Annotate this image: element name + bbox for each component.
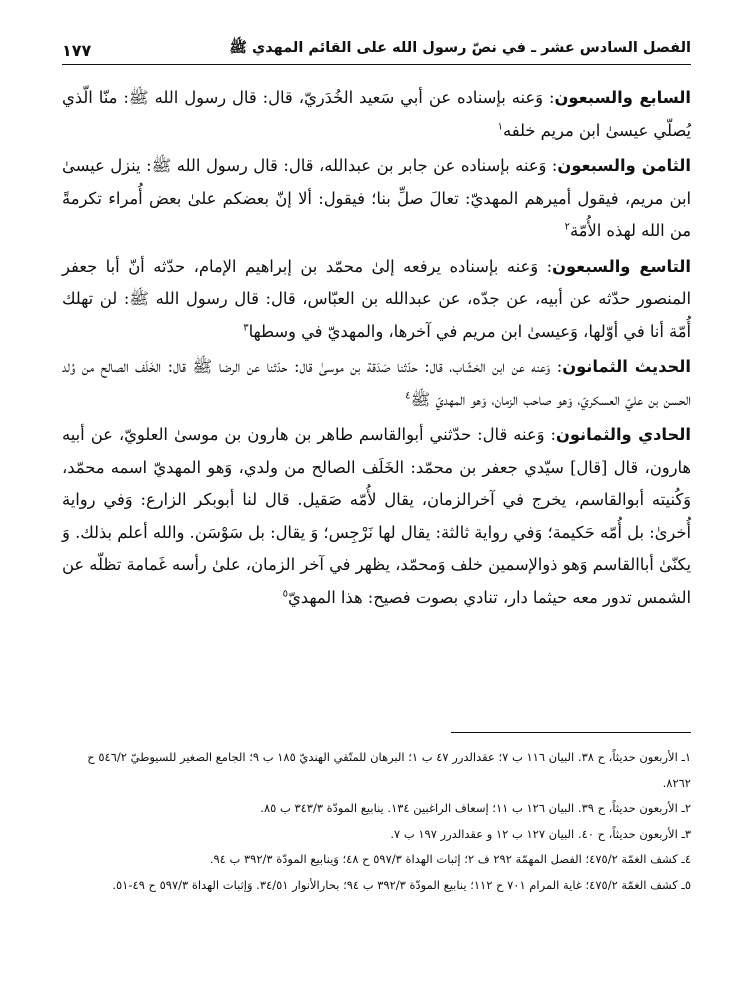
page-number: ١٧٧ <box>62 41 92 60</box>
hadith-text: : وَعنه بإسناده يرفعه إلىٰ محمّد بن إبراهيم الإمام، حدّثه أنّ أبا جعفر المنصور حدّثه عن أبيه، عن جدّه، عن عبدالله بن العبّاس، قال: قال رسول الله ﷺ: لن تهلك أُمّة أنا في أوّلها، وَعيسىٰ ابن مريم في آخرها، والمهديّ في وسطها <box>62 256 691 341</box>
hadith-text: : وَعنه عن ابن الخشّاب، قال: حدّثنا صَدَقة بن موسىٰ قال: حدّثنا عن الرضا ﷺ قال: الخَلَف الصالح من وُلد الحسن بن عليّ العسكريّ، وَهو صاحب الزمان، وَهو المهديّ ﷺ <box>62 357 691 409</box>
footnote-3: ٣ـ الأربعون حديثاً، ح ٤٠. البيان ١٢٧ ب ١٢ و عقدالدرر ١٩٧ ب ٧. <box>390 826 691 841</box>
footnote-ref[interactable]: ٤ <box>405 390 411 402</box>
running-header <box>62 28 691 65</box>
hadith-79 <box>62 251 691 349</box>
hadith-text: : وَعنه قال: حدّثني أبوالقاسم طاهر بن هارون بن موسىٰ العلويّ، عن أبيه هارون، قال [قال] سيّدي جعفر بن محمّد: الخَلَف الصالح من ولدي، وَهو المهديّ اسمه محمّد، وَكُنيته أبوالقاسم، يخرج في آخرالزمان، يقال لأُمّه صَقيل. قال لنا أبوبكر الزارع: وَفي رواية أُخرىٰ: بل أُمّه حَكيمة؛ وَفي رواية ثالثة: يقال لها نَرْجِس؛ وَ يقال: بل سَوْسَن. والله أعلم بذلك. وَ يكنّىٰ أباالقاسم وَهو ذوالإسمين خلف وَمحمّد، يظهر في آخر الزمان، علىٰ رأسه غَمامة تظلّه عن الشمس تدور معه حيثما دار، تنادي بصوت فصيح: هذا المهديّ <box>62 425 691 607</box>
hadith-text: : وَعنه بإسناده عن أبي سَعيد الخُدَريّ، قال: قال رسول الله ﷺ: منّا الّذي يُصلّي عيسىٰ ابن مريم خلفه <box>62 88 691 140</box>
footnotes <box>62 745 691 898</box>
footnote-1: ١ـ الأربعون حديثاً، ح ٣٨. البيان ١١٦ ب ٧؛ عقدالدرر ٤٧ ب ١؛ البرهان للمتّقي الهنديّ ١٨٥ ب ٩؛ الجامع الصغير للسيوطيّ ٥٤٦/٢ ح ٨٢٦٢. <box>87 750 691 790</box>
hadith-78 <box>62 150 691 248</box>
footnote-ref[interactable]: ٥ <box>282 588 289 600</box>
hadith-80 <box>62 351 691 416</box>
hadith-heading: الحديث الثمانون <box>562 357 691 376</box>
hadith-heading: السابع والسبعون <box>554 88 691 107</box>
footnote-divider <box>451 732 691 733</box>
hadith-heading: الثامن والسبعون <box>557 156 691 175</box>
footnote-4: ٤ـ كشف الغمّة ٤٧٥/٢؛ الفصل المهمّة ٢٩٢ ف ٢؛ إثبات الهداة ٥٩٧/٣ ح ٤٨؛ وَينابيع المودّة ٣٩٢/٣ ب ٩٤. <box>209 852 691 866</box>
hadith-text: : وَعنه بإسناده عن جابر بن عبدالله، قال: قال رسول الله ﷺ: ينزل عيسىٰ ابن مريم، فيقول أميرهم المهديّ: تعالَ صلِّ بنا؛ فيقول: ألا إنّ بعضكم علىٰ بعض أُمراء تكرمةً من الله لهذه الأُمّة <box>62 156 691 240</box>
footnote-ref[interactable]: ٢ <box>564 221 570 233</box>
hadith-77 <box>62 82 691 147</box>
footnote-5: ٥ـ كشف الغمّة ٤٧٥/٢؛ غاية المرام ٧٠١ ح ١١٢؛ ينابيع المودّة ٣٩٢/٣ ب ٩٤؛ بحارالأنوار ٣٤/٥١. وَإثبات الهداة ٥٩٧/٣ ح ٤٩-٥١. <box>112 877 691 892</box>
hadith-81 <box>62 419 691 614</box>
footnote-ref[interactable]: ٣ <box>243 322 249 334</box>
footnote-ref[interactable]: ١ <box>497 121 504 133</box>
hadith-heading: الحادي والثمانون <box>555 425 691 444</box>
main-text <box>62 82 691 617</box>
chapter-title: الفصل السادس عشر ـ في نصّ رسول الله على القائم المهدي ﷺ <box>229 40 691 56</box>
footnote-2: ٢ـ الأربعون حديثاً، ح ٣٩. البيان ١٢٦ ب ١١؛ إسعاف الراغبين ١٣٤. ينابيع المودّة ٣٤٣/٣ ب ٨٥. <box>260 801 691 815</box>
hadith-heading: التاسع والسبعون <box>552 256 692 276</box>
